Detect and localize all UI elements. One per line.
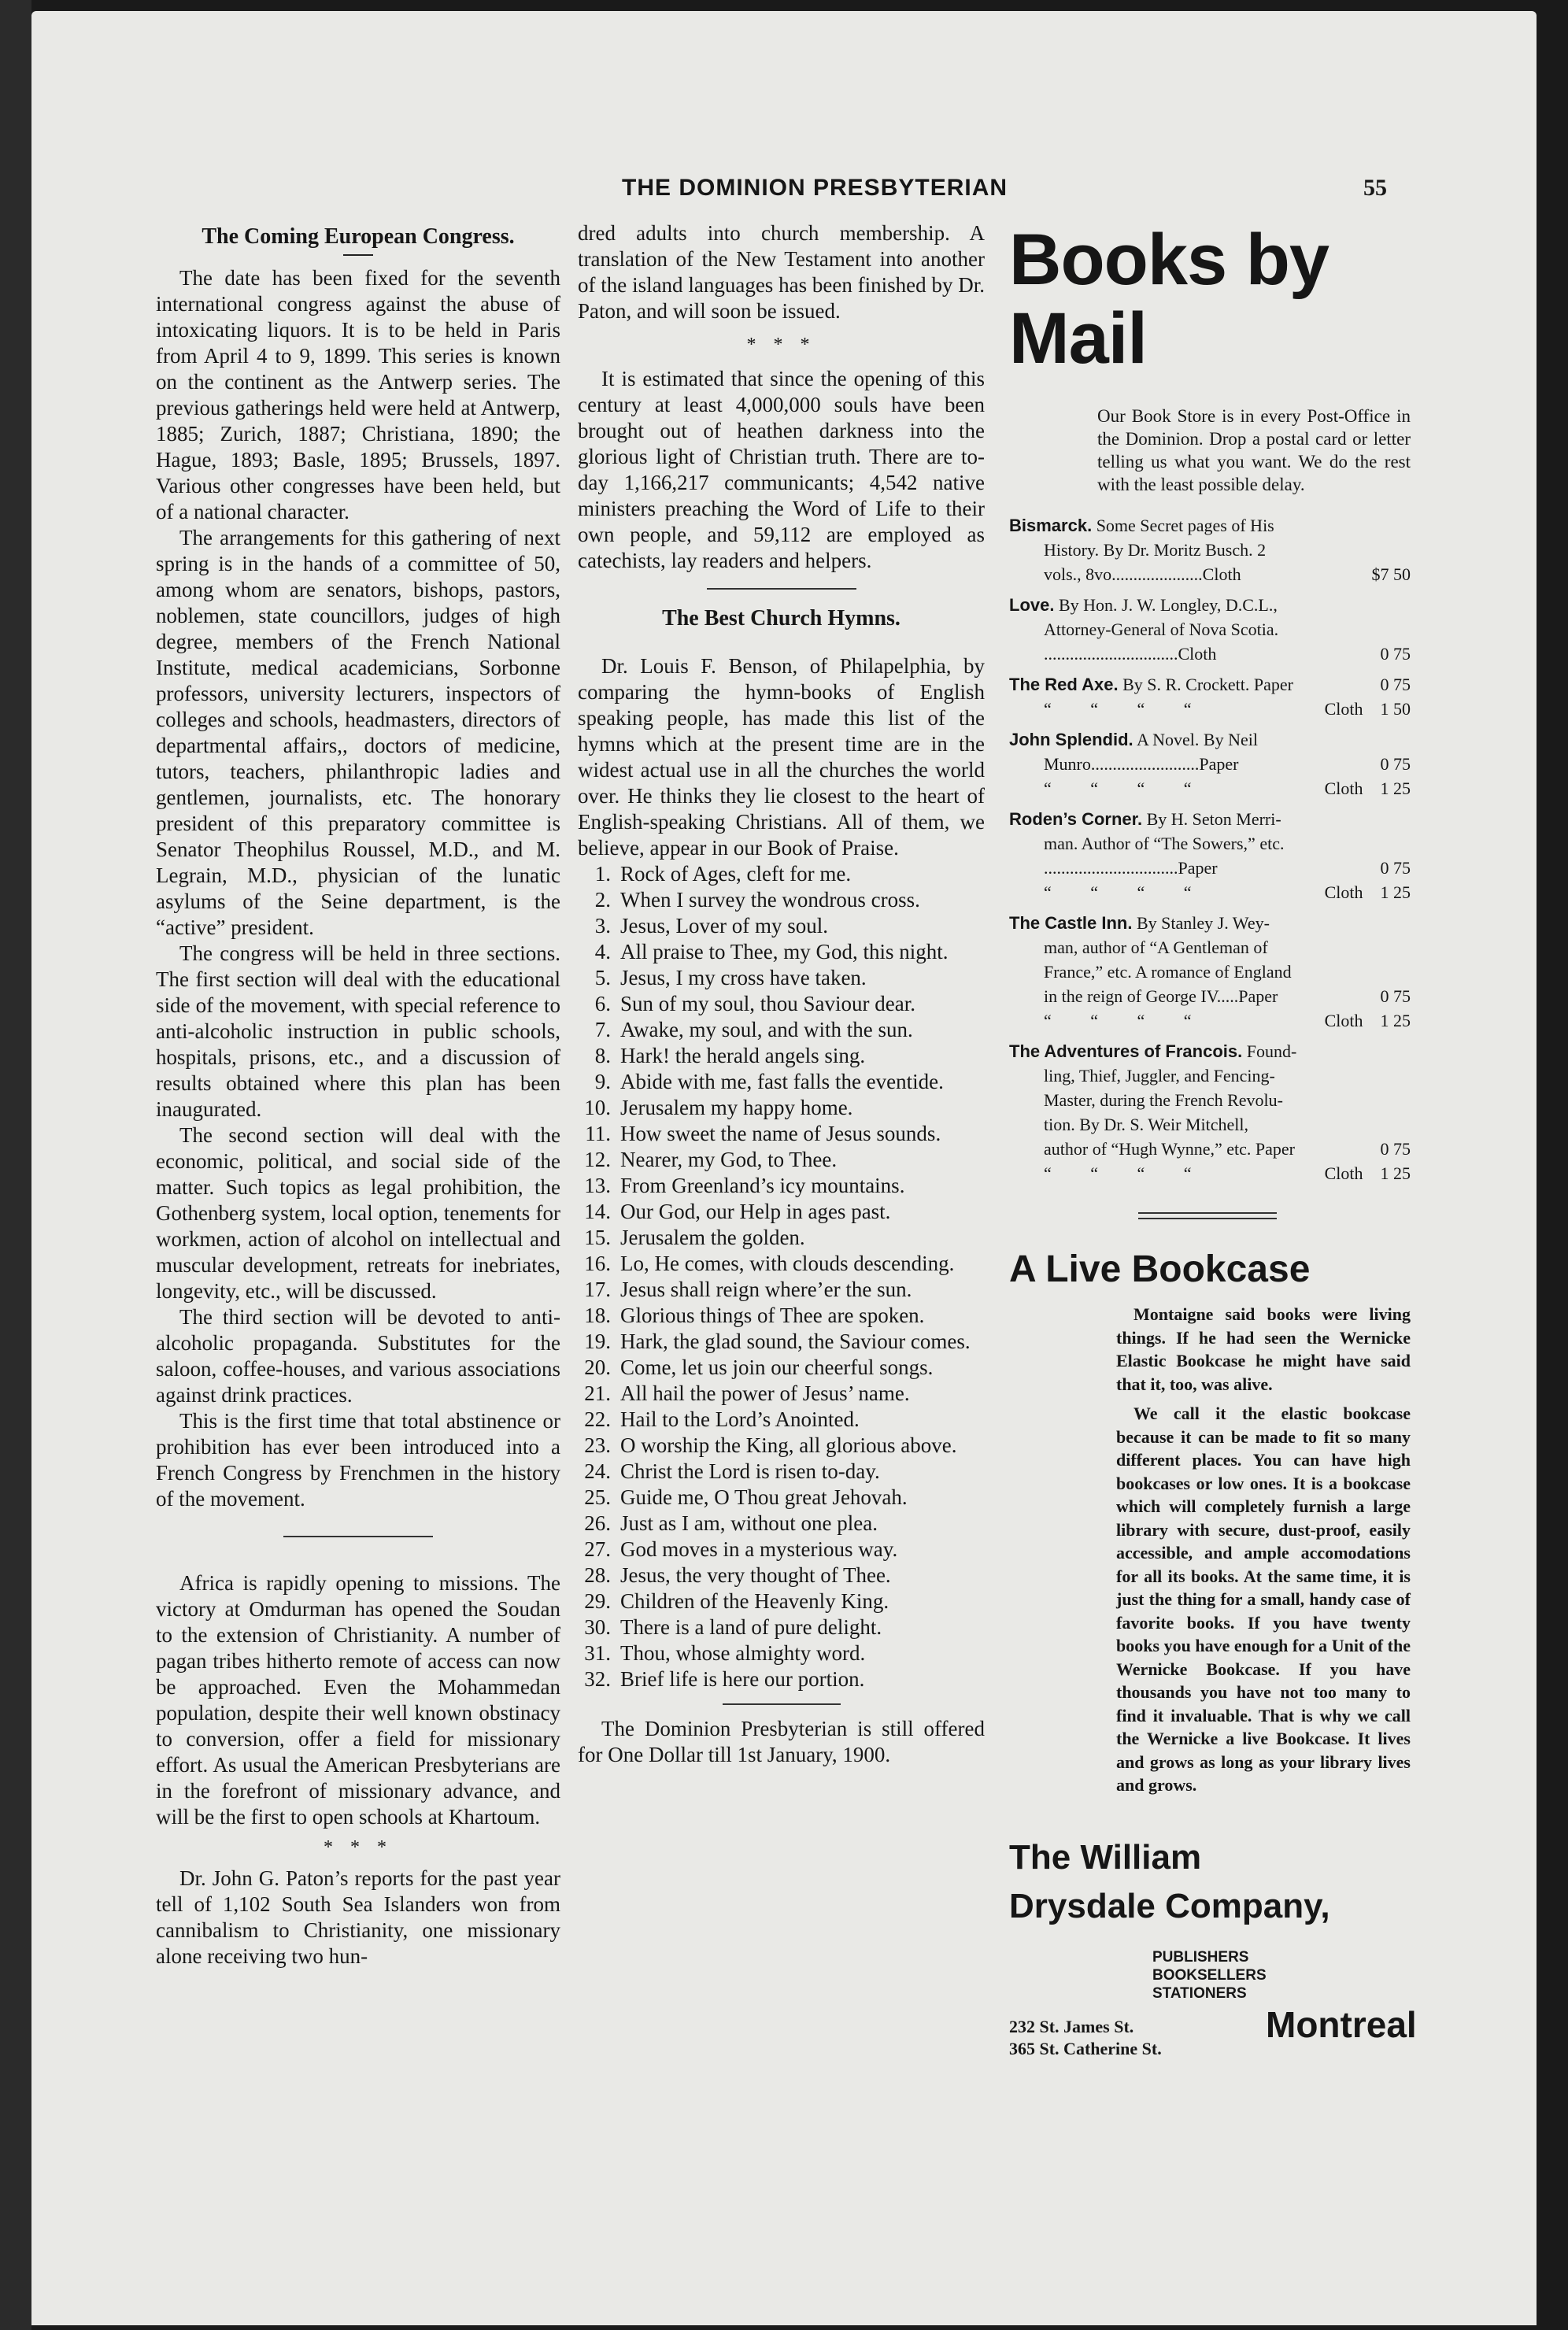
bookcase-paragraph: Montaigne said books were living things. If he had seen the Wernicke Elastic Bookcase he might have said that it, too, was alive. — [1116, 1304, 1411, 1394]
hymn-number: 20. — [584, 1355, 611, 1379]
book-line — [1009, 856, 1411, 880]
book-title: The Castle Inn. — [1009, 913, 1133, 933]
book-line-text: By Stanley J. Wey- — [1136, 913, 1270, 933]
hymn-title: Christ the Lord is risen to-day. — [620, 1459, 880, 1483]
hymn-item — [578, 1666, 985, 1692]
separator-stars: * * * — [324, 1837, 393, 1858]
book-line-text: Cloth — [1324, 1011, 1363, 1030]
hymn-number: 15. — [584, 1226, 611, 1249]
book-line — [1009, 562, 1411, 586]
hymn-title: Hail to the Lord’s Anointed. — [620, 1407, 860, 1431]
hymn-number: 7. — [594, 1018, 611, 1041]
hymn-number: 11. — [585, 1122, 611, 1145]
hymn-number: 28. — [584, 1563, 611, 1587]
hymn-item — [578, 1251, 985, 1277]
book-line-text: Master, during the French Revolu- — [1044, 1090, 1283, 1110]
book-line — [1009, 1039, 1411, 1063]
book-price: 0 75 — [1380, 858, 1411, 878]
book-entry — [1009, 911, 1411, 1033]
hymn-title: Hark! the herald angels sing. — [620, 1044, 866, 1067]
hymn-number: 29. — [584, 1589, 611, 1613]
congress-paragraph: The arrangements for this gathering of next spring is in the hands of a committee of 50, among whom are senators, bishops, pastors, noblemen, state councillors, judges of high degree, members of the French National Institute, medical academicians, Sorbonne professors, university lecturers, inspectors of colleges and schools, headmasters, directors of departmental affairs,, doctors of medicine, tutors, teachers, philanthropic ladies and gentlemen, journalists, etc. The honorary president of this preparatory committee is Senator Theophilus Roussel, M.D., and M. Legrain, M.D., physician of the lunatic asylums of the Seine department, is the “active” president. — [156, 526, 560, 939]
hymn-item — [578, 939, 985, 965]
ditto-marks: “ “ “ “ — [1044, 699, 1209, 719]
hymn-number: 23. — [584, 1433, 611, 1457]
hymn-item — [578, 1537, 985, 1563]
hymn-number: 9. — [594, 1070, 611, 1093]
street-address: 365 St. Catherine St. — [1009, 2038, 1162, 2058]
hymn-item — [578, 1225, 985, 1251]
book-entry — [1009, 1039, 1411, 1185]
book-line — [1009, 1088, 1411, 1112]
hymn-title: Glorious things of Thee are spoken. — [620, 1304, 925, 1327]
hymn-number: 14. — [584, 1200, 611, 1223]
hymn-number: 17. — [584, 1278, 611, 1301]
hymn-title: When I survey the wondrous cross. — [620, 888, 920, 912]
hymn-list — [578, 861, 985, 1692]
book-line-text: Attorney-General of Nova Scotia. — [1044, 619, 1279, 639]
company-name — [1009, 1833, 1411, 1931]
hymn-item — [578, 1069, 985, 1095]
section-rule — [707, 588, 856, 590]
book-line-text: Cloth — [1324, 1163, 1363, 1183]
books-intro: Our Book Store is in every Post-Office in the Dominion. Drop a postal card or letter telling us what you want. We do the rest with the least possible delay. — [1097, 406, 1411, 494]
hymn-item — [578, 991, 985, 1017]
book-line — [1009, 911, 1411, 935]
hymn-title: Thou, whose almighty word. — [620, 1641, 866, 1665]
company-name-line: Drysdale Company, — [1009, 1886, 1330, 1925]
hymn-number: 13. — [584, 1174, 611, 1197]
hymn-number: 8. — [594, 1044, 611, 1067]
hymn-number: 16. — [584, 1252, 611, 1275]
section-rule — [723, 1703, 841, 1705]
hymn-item — [578, 1277, 985, 1303]
ditto-marks: “ “ “ “ — [1044, 779, 1209, 798]
book-title: Love. — [1009, 595, 1055, 615]
hymn-title: From Greenland’s icy mountains. — [620, 1174, 905, 1197]
book-line — [1009, 831, 1411, 856]
hymn-item — [578, 1199, 985, 1225]
book-line — [1009, 1161, 1411, 1185]
hymn-title: Jesus shall reign where’er the sun. — [620, 1278, 912, 1301]
book-entry — [1009, 672, 1411, 721]
hymn-title: Our God, our Help in ages past. — [620, 1200, 891, 1223]
hymn-item — [578, 1485, 985, 1511]
hymn-title: Rock of Ages, cleft for me. — [620, 862, 852, 886]
book-line-text: A Novel. By Neil — [1136, 730, 1258, 749]
hymn-number: 24. — [584, 1459, 611, 1483]
hymn-title: Jerusalem my happy home. — [620, 1096, 853, 1119]
hymn-title: Nearer, my God, to Thee. — [620, 1148, 838, 1171]
column-right — [1009, 220, 1417, 2072]
congress-paragraph: The date has been fixed for the seventh international congress against the abuse of intoxicating liquors. It is to be held in Paris from April 4 to 9, 1899. This series is known on the continent as the Antwerp series. The previous gatherings held were held at Antwerp, 1885; Zurich, 1887; Christiana, 1890; the Hague, 1893; Basle, 1895; Brussels, 1897. Various other congresses have been held, but of a national character. — [156, 266, 560, 523]
books-title-line: Books by — [1009, 220, 1329, 300]
book-entry — [1009, 807, 1411, 904]
book-price: 0 75 — [1380, 644, 1411, 664]
hymn-item — [578, 1614, 985, 1640]
section-rule — [283, 1536, 433, 1537]
book-line-text: Cloth — [1324, 699, 1363, 719]
ditto-marks: “ “ “ “ — [1044, 1163, 1209, 1183]
heading-rule — [343, 254, 373, 256]
ditto-marks: “ “ “ “ — [1044, 882, 1209, 902]
congress-paragraph: The congress will be held in three sections. The first section will deal with the educational side of the movement, with special reference to anti-alcoholic instruction in public schools, hospitals, prisons, etc., and a discussion of results obtained where this plan has been inaugurated. — [156, 941, 560, 1121]
hymn-number: 1. — [594, 862, 611, 886]
hymn-number: 31. — [584, 1641, 611, 1665]
hymn-item — [578, 1588, 985, 1614]
hymn-number: 6. — [594, 992, 611, 1015]
congress-paragraph: This is the first time that total abstinence or prohibition has ever been introduced into a French Congress by Frenchmen in the history of the movement. — [156, 1409, 560, 1511]
hymn-number: 18. — [584, 1304, 611, 1327]
page-header — [622, 175, 1409, 206]
hymn-title: Sun of my soul, thou Saviour dear. — [620, 992, 915, 1015]
company-name-line: The William — [1009, 1837, 1202, 1877]
hymn-title: Hark, the glad sound, the Saviour comes. — [620, 1330, 971, 1353]
role-label: STATIONERS — [1152, 1984, 1247, 2002]
scan-binding-edge — [0, 0, 31, 2330]
page-number: 55 — [1363, 175, 1387, 201]
hymns-intro: Dr. Louis F. Benson, of Philapelphia, by comparing the hymn-books of English speaking people, has made this list of the hymns which at the present time are in the widest actual use in all the churches the world over. He thinks they lie closest to the heart of English-speaking Christians. All of them, we believe, appear in our Book of Praise. — [578, 654, 985, 860]
hymn-number: 22. — [584, 1407, 611, 1431]
book-line — [1009, 776, 1411, 801]
book-line-text: ...............................Paper — [1044, 858, 1218, 878]
hymn-title: Children of the Heavenly King. — [620, 1589, 889, 1613]
book-line — [1009, 1137, 1411, 1161]
book-title: Bismarck. — [1009, 516, 1093, 535]
hymn-title: Guide me, O Thou great Jehovah. — [620, 1485, 908, 1509]
book-price: $7 50 — [1371, 564, 1411, 584]
hymn-title: Just as I am, without one plea. — [620, 1511, 878, 1535]
book-line — [1009, 935, 1411, 960]
hymn-title: Jesus, I my cross have taken. — [620, 966, 867, 989]
hymn-number: 30. — [584, 1615, 611, 1639]
book-price: 1 50 — [1380, 699, 1411, 719]
hymn-item — [578, 1407, 985, 1433]
hymn-title: All praise to Thee, my God, this night. — [620, 940, 949, 963]
book-line-text: By S. R. Crockett. Paper — [1122, 675, 1293, 694]
book-line-text: man, author of “A Gentleman of — [1044, 938, 1268, 957]
separator-stars: * * * — [746, 335, 816, 355]
book-line-text: tion. By Dr. S. Weir Mitchell, — [1044, 1115, 1248, 1134]
ditto-marks: “ “ “ “ — [1044, 1011, 1209, 1030]
hymn-item — [578, 965, 985, 991]
book-line — [1009, 1112, 1411, 1137]
hymn-item — [578, 1303, 985, 1329]
book-line — [1009, 672, 1411, 697]
book-price: 1 25 — [1380, 882, 1411, 902]
book-title: John Splendid. — [1009, 730, 1133, 749]
hymn-number: 25. — [584, 1485, 611, 1509]
book-line — [1009, 1063, 1411, 1088]
books-by-mail-title — [1009, 220, 1411, 378]
book-line — [1009, 642, 1411, 666]
book-list — [1009, 513, 1411, 1185]
street-address: 232 St. James St. — [1009, 2016, 1134, 2036]
book-line-text: Cloth — [1324, 779, 1363, 798]
book-line — [1009, 752, 1411, 776]
hymn-title: Awake, my soul, and with the sun. — [620, 1018, 913, 1041]
city-name: Montreal — [1266, 2003, 1417, 2045]
hymn-title: Jesus, Lover of my soul. — [620, 914, 828, 938]
hymn-number: 19. — [584, 1330, 611, 1353]
book-price: 0 75 — [1380, 675, 1411, 694]
address-block — [1009, 2003, 1417, 2072]
hymn-title: There is a land of pure delight. — [620, 1615, 882, 1639]
hymn-title: Brief life is here our portion. — [620, 1667, 865, 1691]
hymn-number: 5. — [594, 966, 611, 989]
book-line — [1009, 960, 1411, 984]
book-price: 1 25 — [1380, 1163, 1411, 1183]
paton-paragraph: Dr. John G. Paton’s reports for the past year tell of 1,102 South Sea Islanders won from cannibalism to Christianity, one missionary alone receiving two hun- — [156, 1866, 560, 1968]
book-price: 0 75 — [1380, 986, 1411, 1006]
congress-heading: The Coming European Congress. — [202, 224, 515, 249]
hymn-item — [578, 1433, 985, 1459]
book-entry — [1009, 513, 1411, 586]
book-line-text: By Hon. J. W. Longley, D.C.L., — [1058, 595, 1278, 615]
hymn-title: Jesus, the very thought of Thee. — [620, 1563, 891, 1587]
book-entry — [1009, 727, 1411, 801]
book-title: The Red Axe. — [1009, 675, 1119, 694]
hymn-item — [578, 913, 985, 939]
role-label: BOOKSELLERS — [1152, 1966, 1267, 1984]
hymn-title: How sweet the name of Jesus sounds. — [620, 1122, 941, 1145]
book-line — [1009, 727, 1411, 752]
hymn-title: O worship the King, all glorious above. — [620, 1433, 957, 1457]
book-price: 1 25 — [1380, 779, 1411, 798]
book-line — [1009, 617, 1411, 642]
book-line — [1009, 1008, 1411, 1033]
hymn-number: 26. — [584, 1511, 611, 1535]
book-line — [1009, 984, 1411, 1008]
hymn-number: 12. — [584, 1148, 611, 1171]
bookcase-title: A Live Bookcase — [1009, 1248, 1311, 1290]
hymns-heading: The Best Church Hymns. — [662, 606, 900, 631]
book-line-text: man. Author of “The Sowers,” etc. — [1044, 834, 1285, 853]
hymn-title: All hail the power of Jesus’ name. — [620, 1381, 910, 1405]
book-line-text: Some Secret pages of His — [1096, 516, 1274, 535]
role-label: PUBLISHERS — [1152, 1948, 1249, 1966]
hymn-number: 2. — [594, 888, 611, 912]
book-line-text: France,” etc. A romance of England — [1044, 962, 1292, 982]
hymn-item — [578, 1563, 985, 1588]
congress-paragraph: The second section will deal with the economic, political, and social side of the matter. Such topics as legal prohibition, the Gothenberg system, local option, tenements for workmen, action of alcohol on intellectual and muscular development, retreats for inebriates, longevity, etc., will be discussed. — [156, 1123, 560, 1303]
hymn-item — [578, 1121, 985, 1147]
hymn-number: 10. — [584, 1096, 611, 1119]
hymn-item — [578, 1147, 985, 1173]
book-line-text: ling, Thief, Juggler, and Fencing- — [1044, 1066, 1275, 1085]
book-line — [1009, 513, 1411, 538]
book-price: 0 75 — [1380, 754, 1411, 774]
hymn-number: 4. — [594, 940, 611, 963]
book-line-text: History. By Dr. Moritz Busch. 2 — [1044, 540, 1267, 560]
book-line — [1009, 538, 1411, 562]
hymn-item — [578, 1355, 985, 1381]
running-title: THE DOMINION PRESBYTERIAN — [622, 175, 1008, 201]
hymn-item — [578, 1017, 985, 1043]
bookcase-paragraph: We call it the elastic bookcase because it can be made to fit so many different places. You can have high bookcases or low ones. It is a bookcase which will completely furnish a large library with secure, dust-proof, easily accessible, and ample accomodations for all its books. At the same time, it is just the thing for a small, handy case of favorite books. If you have twenty books you have enough for a Unit of the Wernicke Bookcase. If you have thousands you have not too many to find it invaluable. That is why we call the Wernicke a live Bookcase. It lives and grows as long as your library lives and grows. — [1116, 1404, 1411, 1795]
column-middle — [578, 220, 985, 1768]
books-title-line: Mail — [1009, 298, 1147, 379]
book-price: 1 25 — [1380, 1011, 1411, 1030]
hymn-item — [578, 887, 985, 913]
book-line-text: in the reign of George IV.....Paper — [1044, 986, 1278, 1006]
book-line — [1009, 807, 1411, 831]
company-roles — [1152, 1948, 1411, 2003]
book-title: Roden’s Corner. — [1009, 809, 1143, 829]
hymn-item — [578, 1640, 985, 1666]
hymn-number: 21. — [584, 1381, 611, 1405]
hymn-item — [578, 1511, 985, 1537]
book-line-text: ...............................Cloth — [1044, 644, 1217, 664]
column-left — [156, 220, 560, 1969]
book-line — [1009, 697, 1411, 721]
book-line-text: By H. Seton Merri- — [1146, 809, 1281, 829]
book-line-text: author of “Hugh Wynne,” etc. Paper — [1044, 1139, 1295, 1159]
estimate-paragraph: It is estimated that since the opening of this century at least 4,000,000 souls have been brought out of heathen darkness into the glorious light of Christian truth. There are to-day 1,166,217 communicants; 4,542 native ministers preaching the Word of Life to their own people, and 59,112 are employed as catechists, lay readers and helpers. — [578, 367, 985, 572]
book-line — [1009, 880, 1411, 904]
hymn-title: Lo, He comes, with clouds descending. — [620, 1252, 955, 1275]
hymn-item — [578, 861, 985, 887]
hymn-item — [578, 1329, 985, 1355]
hymn-item — [578, 1095, 985, 1121]
book-line-text: Cloth — [1324, 882, 1363, 902]
double-rule — [1138, 1212, 1277, 1219]
hymn-number: 32. — [584, 1667, 611, 1691]
hymn-item — [578, 1459, 985, 1485]
hymn-number: 27. — [584, 1537, 611, 1561]
hymn-title: God moves in a mysterious way. — [620, 1537, 898, 1561]
hymn-title: Abide with me, fast falls the eventide. — [620, 1070, 944, 1093]
offer-paragraph: The Dominion Presbyterian is still offered for One Dollar till 1st January, 1900. — [578, 1717, 985, 1766]
book-line-text: Munro.........................Paper — [1044, 754, 1239, 774]
hymn-number: 3. — [594, 914, 611, 938]
book-line-text: vols., 8vo.....................Cloth — [1044, 564, 1241, 584]
book-line — [1009, 593, 1411, 617]
book-title: The Adventures of Francois. — [1009, 1041, 1243, 1061]
book-entry — [1009, 593, 1411, 666]
hymn-item — [578, 1043, 985, 1069]
africa-paragraph: Africa is rapidly opening to missions. The victory at Omdurman has opened the Soudan to the extension of Christianity. A number of pagan tribes hitherto remote of access can now be approached. Even the Mohammedan population, despite their well known obstinacy to conversion, offer a field for missionary effort. As usual the American Presbyterians are in the forefront of missionary advance, and will be the first to open schools at Khartoum. — [156, 1571, 560, 1829]
hymn-item — [578, 1381, 985, 1407]
hymn-item — [578, 1173, 985, 1199]
book-price: 0 75 — [1380, 1139, 1411, 1159]
hymn-title: Come, let us join our cheerful songs. — [620, 1355, 934, 1379]
congress-paragraph: The third section will be devoted to anti-alcoholic propaganda. Substitutes for the saloon, coffee-houses, and various associations against drink practices. — [156, 1305, 560, 1407]
book-line-text: Found- — [1246, 1041, 1297, 1061]
paton-continued: dred adults into church membership. A translation of the New Testament into another of the island languages has been finished by Dr. Paton, and will soon be issued. — [578, 221, 985, 323]
hymn-title: Jerusalem the golden. — [620, 1226, 805, 1249]
